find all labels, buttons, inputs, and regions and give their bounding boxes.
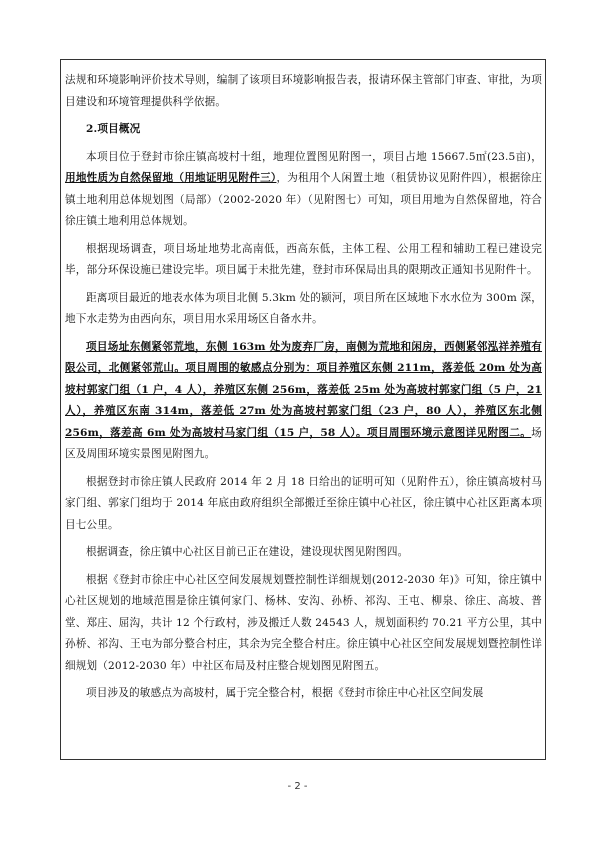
land-use-emphasis: 用地性质为自然保留地（用地证明见附件三） <box>65 172 277 184</box>
page-number: - 2 - <box>287 781 308 792</box>
paragraph-project-location <box>65 147 542 233</box>
paragraph-site-survey: 根据现场调查，项目场址地势北高南低，西高东低，主体工程、公用工程和辅助工程已建设完毕，部分环保设施已建设完毕。项目属于未批先建，登封市环保局出具的限期改正通知书见附件十。 <box>65 242 542 276</box>
paragraph-relocation: 根据登封市徐庄镇人民政府 2014 年 2 月 18 日给出的证明可知（见附件五），徐庄镇高坡村马家门组、郭家门组均于 2014 年底由政府组织全部搬迁至徐庄镇中心社区，徐庄镇中心社区距离本项目七公里。 <box>65 475 542 531</box>
sensitive-points-emphasis: 项目场址东侧紧邻荒地，东侧 163m 处为废弃厂房，南侧为荒地和闲房，西侧紧邻泓祥养殖有限公司，北侧紧邻荒山。项目周围的敏感点分别为：项目养殖区东侧 211m，落差低 20m 处为高坡村郭家门组（1 户，4 人），养殖区东侧 256m，落差低 25m 处为高坡村郭家门组（5 户，21 人），养殖区东南 314m，落差低 27m 处为高坡村郭家门组（23 户，80 人），养殖区东北侧 256m，落差高 6m 处为高坡村马家门组（15 户，58 人）。项目周围环境示意图详见附图二。 <box>65 340 542 439</box>
location-text: 本项目位于登封市徐庄镇高坡村十组，地理位置图见附图一，项目占地 15667.5㎡(23.5亩)， <box>86 150 542 163</box>
paragraph-intro-continued: 法规和环境影响评价技术导则，编制了该项目环境影响报告表，报请环保主管部门审查、审批，为项目建设和环境管理提供科学依据。 <box>65 74 542 108</box>
document-body <box>65 70 542 711</box>
page-frame <box>60 59 546 760</box>
paragraph-water: 距离项目最近的地表水体为项目北侧 5.3km 处的颍河，项目所在区域地下水水位为 300m 深，地下水走势为由西向东，项目用水采用场区自备水井。 <box>65 291 542 325</box>
section-heading: 2.项目概况 <box>86 123 141 135</box>
paragraph-sensitive-points <box>65 337 542 466</box>
land-use-text: ，为租用个人闲置土地（租赁协议见附件四），根据徐庄镇土地利用总体规划图（局部）（2002-2020 年）（见附图七）可知，项目用地为自然保留地，符合徐庄镇土地利用总体规划。 <box>65 172 542 227</box>
paragraph-sensitive-village: 项目涉及的敏感点为高坡村，属于完全整合村，根据《登封市徐庄中心社区空间发展 <box>86 687 484 699</box>
site-photos-text: 场区及周围环境实景图见附图九。 <box>65 426 542 460</box>
paragraph-planning: 根据《登封市徐庄中心社区空间发展规划暨控制性详细规划(2012-2030 年)》可知，徐庄镇中心社区规划的地域范围是徐庄镇何家门、杨林、安沟、孙桥、祁沟、王屯、柳泉、徐庄、高坡、普堂、郑庄、屈沟，共计 12 个行政村，涉及搬迁人数 24543 人，规划面积约 70.21 平方公里，其中孙桥、祁沟、王屯为部分整合村庄，其余为完全整合村庄。徐庄镇中心社区空间发展规划暨控制性详细规划（2012-2030 年）中社区布局及村庄整合规划图见附图五。 <box>65 573 542 672</box>
paragraph-construction-status: 根据调查，徐庄镇中心社区目前已正在建设，建设现状图见附图四。 <box>86 546 409 558</box>
